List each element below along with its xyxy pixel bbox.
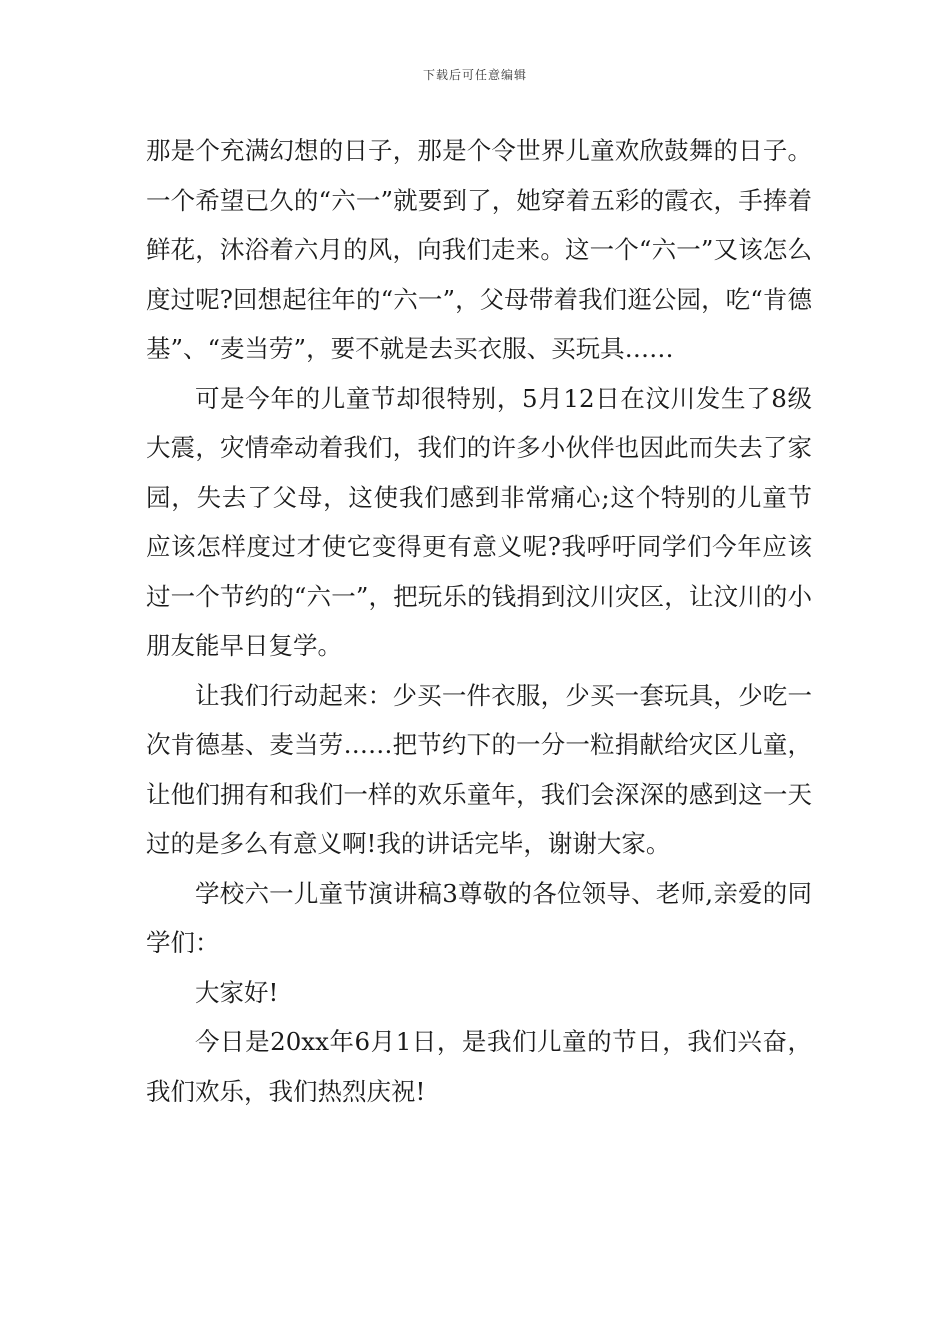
paragraph-5: 大家好! xyxy=(195,977,279,1007)
paragraph-1: 那是个充满幻想的日子，那是个令世界儿童欢欣鼓舞的日子。一个希望已久的“六一”就要到了，她穿着五彩的霞衣，手捧着鲜花，沐浴着六月的风，向我们走来。这一个“六一”又该怎么度过呢?回想起往年的“六一”，父母带着我们逛公园，吃“肯德基”、“麦当劳”，要不就是去买衣服、买玩具…… xyxy=(146,136,812,363)
paragraph-6: 今日是20xx年6月1日，是我们儿童的节日，我们兴奋，我们欢乐，我们热烈庆祝! xyxy=(146,1027,812,1106)
page-header-note: 下载后可任意编辑 xyxy=(422,68,527,82)
paragraph-2: 可是今年的儿童节却很特别，5月12日在汶川发生了8级大震，灾情牵动着我们，我们的许多小伙伴也因此而失去了家园，失去了父母，这使我们感到非常痛心;这个特别的儿童节应该怎样度过才使它变得更有意义呢?我呼吁同学们今年应该过一个节约的“六一”，把玩乐的钱捐到汶川灾区，让汶川的小朋友能早日复学。 xyxy=(146,383,812,660)
paragraph-3: 让我们行动起来：少买一件衣服，少买一套玩具，少吃一次肯德基、麦当劳……把节约下的一分一粒捐献给灾区儿童，让他们拥有和我们一样的欢乐童年，我们会深深的感到这一天过的是多么有意义啊!我的讲话完毕，谢谢大家。 xyxy=(146,680,812,858)
document-body xyxy=(146,126,812,1116)
paragraph-4: 学校六一儿童节演讲稿3尊敬的各位领导、老师,亲爱的同学们： xyxy=(146,878,812,957)
